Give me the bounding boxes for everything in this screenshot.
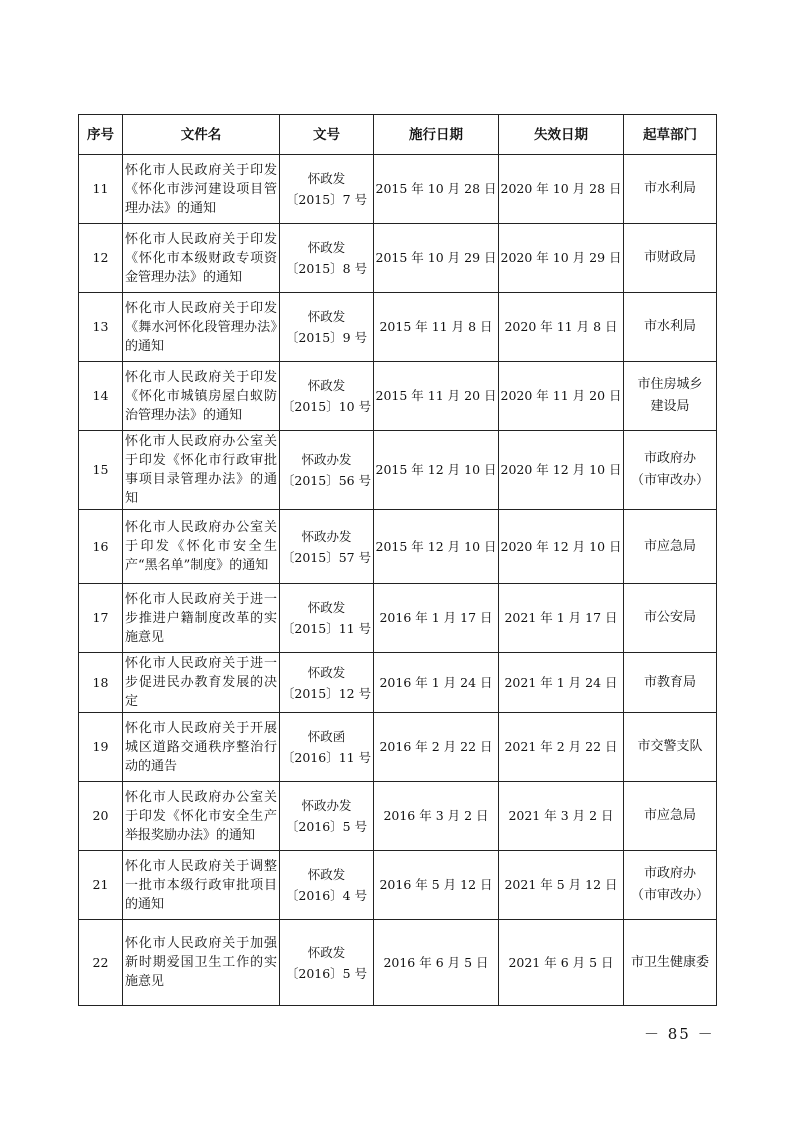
cell-docno-line: 〔2015〕12 号 bbox=[281, 685, 372, 701]
table-row bbox=[79, 584, 717, 653]
cell-file-name: 怀化市人民政府办公室关于印发《怀化市安全生产举报奖励办法》的通知 bbox=[123, 782, 280, 851]
cell-seq: 12 bbox=[79, 224, 123, 293]
document-table bbox=[78, 114, 717, 1006]
cell-docno bbox=[280, 431, 374, 510]
cell-effective-date: 2015 年 12 月 10 日 bbox=[374, 510, 499, 584]
cell-effective-date: 2015 年 11 月 20 日 bbox=[374, 362, 499, 431]
cell-effective-date: 2016 年 2 月 22 日 bbox=[374, 713, 499, 782]
cell-docno-line: 〔2016〕5 号 bbox=[285, 965, 368, 981]
cell-drafting-dept-line: 市水利局 bbox=[643, 181, 696, 196]
table-row bbox=[79, 293, 717, 362]
cell-drafting-dept bbox=[624, 362, 717, 431]
cell-drafting-dept-line: （市审改办） bbox=[630, 888, 709, 903]
cell-expiry-date: 2020 年 12 月 10 日 bbox=[499, 431, 624, 510]
cell-docno bbox=[280, 224, 374, 293]
cell-drafting-dept-line: 建设局 bbox=[650, 399, 690, 414]
page-number: － 85 － bbox=[644, 1025, 715, 1043]
cell-file-name: 怀化市人民政府关于调整一批市本级行政审批项目的通知 bbox=[123, 851, 280, 920]
cell-seq: 19 bbox=[79, 713, 123, 782]
cell-drafting-dept bbox=[624, 510, 717, 584]
header-effective-date: 施行日期 bbox=[374, 115, 499, 155]
header-expiry-date: 失效日期 bbox=[499, 115, 624, 155]
cell-docno bbox=[280, 362, 374, 431]
cell-docno bbox=[280, 782, 374, 851]
cell-file-name: 怀化市人民政府关于印发《舞水河怀化段管理办法》的通知 bbox=[123, 293, 280, 362]
cell-effective-date: 2016 年 1 月 17 日 bbox=[374, 584, 499, 653]
cell-file-name: 怀化市人民政府关于开展城区道路交通秩序整治行动的通告 bbox=[123, 713, 280, 782]
cell-effective-date: 2016 年 5 月 12 日 bbox=[374, 851, 499, 920]
cell-effective-date: 2016 年 6 月 5 日 bbox=[374, 920, 499, 1006]
cell-drafting-dept-line: 市交警支队 bbox=[637, 739, 703, 754]
cell-docno-line: 怀政发 bbox=[307, 309, 346, 324]
cell-expiry-date: 2021 年 3 月 2 日 bbox=[499, 782, 624, 851]
cell-docno bbox=[280, 510, 374, 584]
cell-docno-line: 〔2015〕10 号 bbox=[281, 399, 372, 414]
header-drafting-dept: 起草部门 bbox=[624, 115, 717, 155]
cell-expiry-date: 2020 年 11 月 8 日 bbox=[499, 293, 624, 362]
cell-docno-line: 怀政发 bbox=[307, 171, 346, 186]
cell-effective-date: 2015 年 10 月 28 日 bbox=[374, 155, 499, 224]
cell-drafting-dept bbox=[624, 782, 717, 851]
table-row bbox=[79, 431, 717, 510]
cell-drafting-dept bbox=[624, 851, 717, 920]
cell-docno-line: 〔2015〕7 号 bbox=[285, 192, 368, 207]
cell-drafting-dept-line: 市应急局 bbox=[643, 538, 696, 554]
cell-drafting-dept-line: 市水利局 bbox=[643, 319, 696, 334]
cell-file-name: 怀化市人民政府关于加强新时期爱国卫生工作的实施意见 bbox=[123, 920, 280, 1006]
cell-drafting-dept bbox=[624, 293, 717, 362]
cell-docno bbox=[280, 851, 374, 920]
cell-drafting-dept bbox=[624, 155, 717, 224]
cell-seq: 14 bbox=[79, 362, 123, 431]
cell-drafting-dept bbox=[624, 920, 717, 1006]
cell-expiry-date: 2020 年 10 月 29 日 bbox=[499, 224, 624, 293]
cell-docno-line: 〔2016〕11 号 bbox=[281, 750, 372, 765]
table-row bbox=[79, 155, 717, 224]
table-header-row bbox=[79, 115, 717, 155]
cell-drafting-dept-line: 市卫生健康委 bbox=[630, 954, 709, 970]
cell-expiry-date: 2020 年 12 月 10 日 bbox=[499, 510, 624, 584]
cell-expiry-date: 2020 年 10 月 28 日 bbox=[499, 155, 624, 224]
table-row bbox=[79, 713, 717, 782]
cell-docno-line: 〔2015〕8 号 bbox=[285, 261, 368, 276]
cell-file-name: 怀化市人民政府办公室关于印发《怀化市行政审批事项目录管理办法》的通知 bbox=[123, 431, 280, 510]
header-name: 文件名 bbox=[123, 115, 280, 155]
table-row bbox=[79, 510, 717, 584]
cell-seq: 22 bbox=[79, 920, 123, 1006]
cell-docno-line: 怀政发 bbox=[307, 378, 346, 393]
cell-drafting-dept bbox=[624, 431, 717, 510]
cell-file-name: 怀化市人民政府办公室关于印发《怀化市安全生产“黑名单”制度》的通知 bbox=[123, 510, 280, 584]
cell-docno bbox=[280, 920, 374, 1006]
cell-drafting-dept-line: 市住房城乡 bbox=[637, 377, 703, 392]
cell-docno-line: 怀政发 bbox=[307, 867, 346, 882]
cell-file-name: 怀化市人民政府关于印发《怀化市本级财政专项资金管理办法》的通知 bbox=[123, 224, 280, 293]
cell-docno-line: 怀政发 bbox=[307, 944, 346, 960]
table-body bbox=[79, 155, 717, 1006]
cell-file-name: 怀化市人民政府关于进一步促进民办教育发展的决定 bbox=[123, 653, 280, 713]
cell-seq: 21 bbox=[79, 851, 123, 920]
cell-expiry-date: 2020 年 11 月 20 日 bbox=[499, 362, 624, 431]
cell-expiry-date: 2021 年 5 月 12 日 bbox=[499, 851, 624, 920]
cell-docno-line: 怀政发 bbox=[307, 240, 346, 255]
cell-drafting-dept-line: 市教育局 bbox=[643, 674, 696, 690]
cell-effective-date: 2015 年 10 月 29 日 bbox=[374, 224, 499, 293]
cell-docno bbox=[280, 584, 374, 653]
cell-docno-line: 〔2016〕5 号 bbox=[285, 819, 368, 834]
cell-seq: 17 bbox=[79, 584, 123, 653]
table-row bbox=[79, 851, 717, 920]
cell-docno bbox=[280, 293, 374, 362]
table-row bbox=[79, 920, 717, 1006]
cell-docno-line: 〔2015〕9 号 bbox=[285, 330, 368, 345]
cell-drafting-dept-line: 市财政局 bbox=[643, 250, 696, 265]
cell-drafting-dept-line: 市政府办 bbox=[643, 451, 696, 466]
cell-file-name: 怀化市人民政府关于进一步推进户籍制度改革的实施意见 bbox=[123, 584, 280, 653]
header-seq: 序号 bbox=[79, 115, 123, 155]
cell-docno-line: 〔2015〕56 号 bbox=[281, 473, 372, 488]
table-row bbox=[79, 653, 717, 713]
cell-file-name: 怀化市人民政府关于印发《怀化市涉河建设项目管理办法》的通知 bbox=[123, 155, 280, 224]
cell-seq: 15 bbox=[79, 431, 123, 510]
cell-docno bbox=[280, 713, 374, 782]
cell-docno-line: 怀政发 bbox=[307, 664, 346, 680]
cell-drafting-dept bbox=[624, 224, 717, 293]
cell-seq: 18 bbox=[79, 653, 123, 713]
cell-docno-line: 怀政办发 bbox=[301, 798, 352, 813]
table-row bbox=[79, 362, 717, 431]
cell-drafting-dept-line: 市应急局 bbox=[643, 808, 696, 823]
cell-docno-line: 怀政函 bbox=[307, 729, 346, 744]
cell-docno-line: 怀政发 bbox=[307, 600, 346, 615]
cell-seq: 16 bbox=[79, 510, 123, 584]
cell-docno-line: 〔2015〕57 号 bbox=[281, 549, 372, 565]
cell-seq: 13 bbox=[79, 293, 123, 362]
table-row bbox=[79, 224, 717, 293]
cell-seq: 11 bbox=[79, 155, 123, 224]
cell-docno bbox=[280, 155, 374, 224]
cell-drafting-dept bbox=[624, 653, 717, 713]
cell-drafting-dept bbox=[624, 584, 717, 653]
cell-file-name: 怀化市人民政府关于印发《怀化市城镇房屋白蚁防治管理办法》的通知 bbox=[123, 362, 280, 431]
cell-expiry-date: 2021 年 2 月 22 日 bbox=[499, 713, 624, 782]
cell-effective-date: 2015 年 12 月 10 日 bbox=[374, 431, 499, 510]
table-row bbox=[79, 782, 717, 851]
cell-docno-line: 〔2015〕11 号 bbox=[281, 621, 372, 636]
cell-drafting-dept-line: 市政府办 bbox=[643, 866, 696, 881]
cell-docno-line: 怀政办发 bbox=[301, 528, 352, 544]
cell-drafting-dept-line: （市审改办） bbox=[630, 473, 709, 488]
header-docno: 文号 bbox=[280, 115, 374, 155]
cell-expiry-date: 2021 年 6 月 5 日 bbox=[499, 920, 624, 1006]
cell-seq: 20 bbox=[79, 782, 123, 851]
cell-effective-date: 2016 年 3 月 2 日 bbox=[374, 782, 499, 851]
cell-docno bbox=[280, 653, 374, 713]
cell-drafting-dept-line: 市公安局 bbox=[643, 610, 696, 625]
cell-expiry-date: 2021 年 1 月 24 日 bbox=[499, 653, 624, 713]
cell-effective-date: 2015 年 11 月 8 日 bbox=[374, 293, 499, 362]
cell-docno-line: 〔2016〕4 号 bbox=[285, 888, 368, 903]
cell-docno-line: 怀政办发 bbox=[301, 452, 352, 467]
cell-effective-date: 2016 年 1 月 24 日 bbox=[374, 653, 499, 713]
cell-expiry-date: 2021 年 1 月 17 日 bbox=[499, 584, 624, 653]
cell-drafting-dept bbox=[624, 713, 717, 782]
